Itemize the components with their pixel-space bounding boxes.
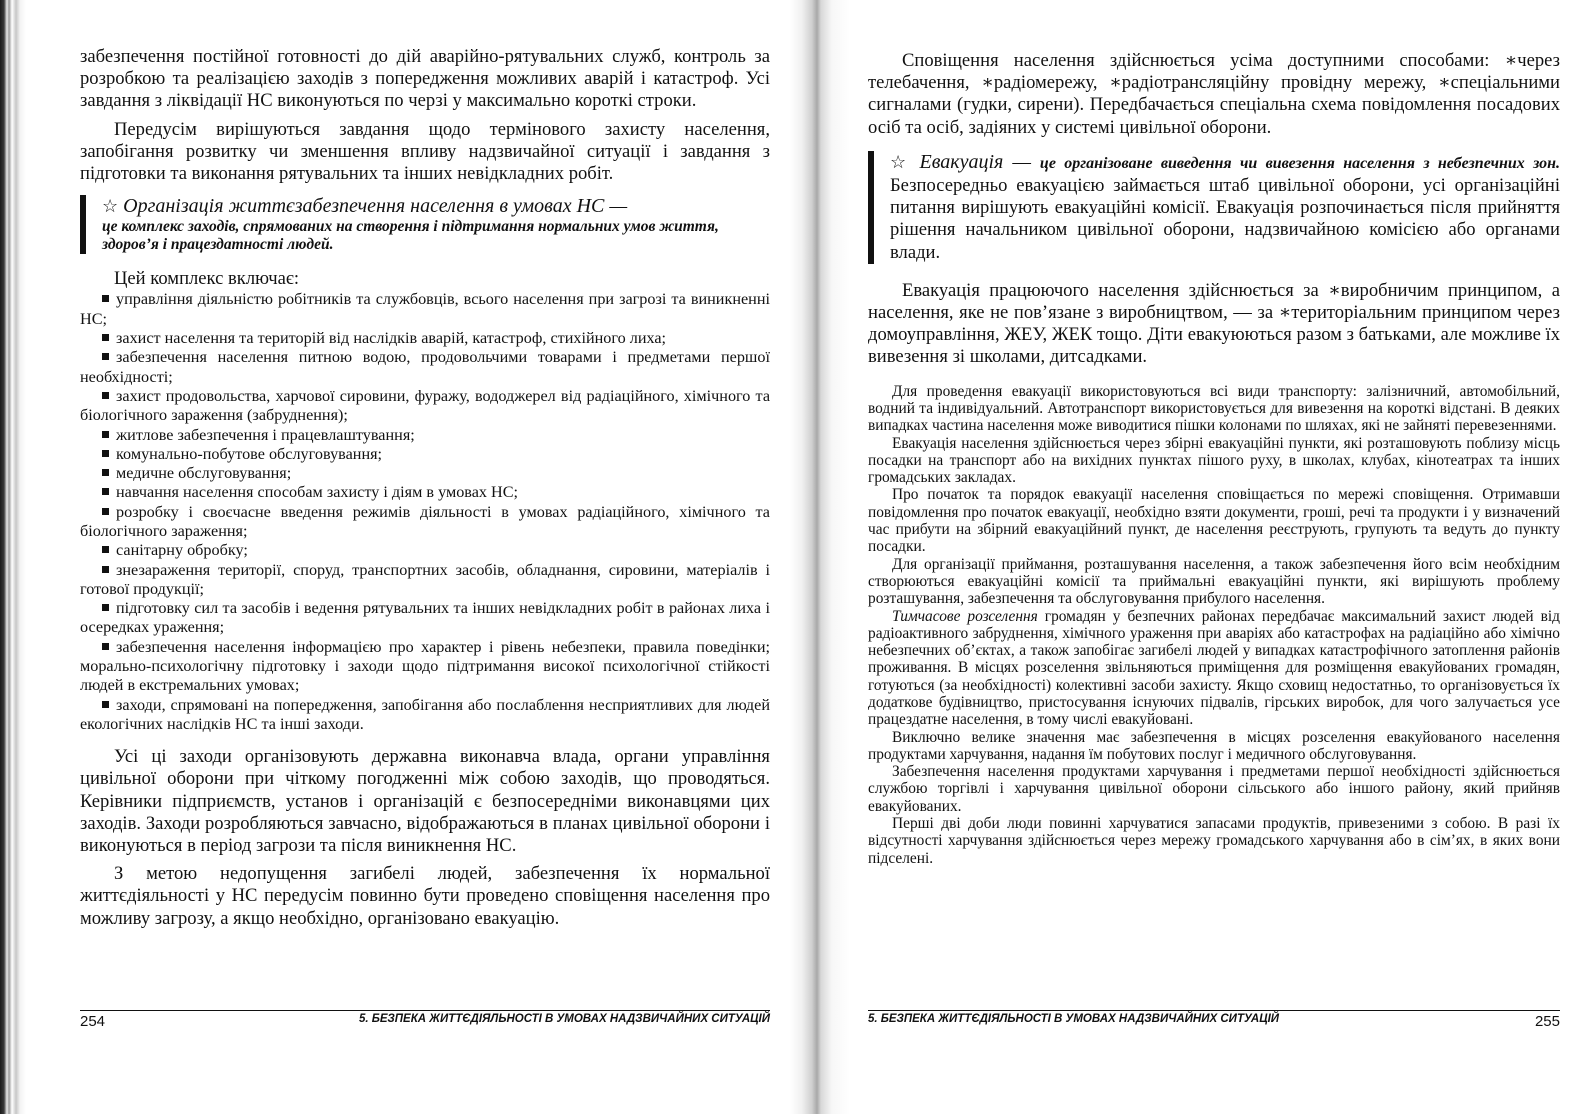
right-page <box>868 0 1560 1114</box>
definition-title: Евакуація <box>919 150 1004 173</box>
list-item: захист продовольства, харчової сировини, фуражу, вододжерел від радіаційного, хімічного та біологічного зараження (забруднення); <box>80 386 770 425</box>
bullet-list <box>80 290 770 734</box>
list-item: санітарну обробку; <box>80 541 770 560</box>
list-item: навчання населення способам захисту і діям в умовах НС; <box>80 483 770 502</box>
page-footer <box>868 1010 1560 1114</box>
bullet-square-icon <box>102 450 109 457</box>
paragraph: Перші дві доби люди повинні харчуватися запасами продуктів, привезеними з собою. В разі їх відсутності харчування здійснюється через мережу громадського харчування або в сім’ях, в яких вони підселені. <box>868 815 1560 867</box>
definition-box <box>80 195 770 254</box>
list-item: знезараження території, споруд, транспортних засобів, обладнання, сировини, матеріалів і готової продукції; <box>80 560 770 598</box>
paragraph: Для проведення евакуації використовуються всі види транспорту: залізничний, автомобільний, водний та індивідуальний. Автотранспорт використовується для вивезення на короткі відстані. В деяких випадках частина населення може виводитися пішки колонами по шляхах, які не зайняті перевезеннями. <box>868 382 1560 435</box>
paragraph: Для організації приймання, розташування населення, а також забезпечення його всім необхідним створюються евакуаційні комісії та приймальні евакуаційні пункти, які вирішують проблему розташування, забезпечення та обслуговування прибулого населення. <box>868 555 1560 608</box>
bullet-square-icon <box>102 295 109 302</box>
list-item: забезпечення населення інформацією про характер і рівень небезпеки, правила поведінки; морально-психологічну підготовку і заходи щодо підтримання високої психологічної стійкості людей в екстремальних умовах; <box>80 637 770 695</box>
list-item: заходи, спрямовані на попередження, запобігання або послаблення несприятливих для людей екологічних наслідків НС та інші заходи. <box>80 695 770 733</box>
paragraph: Евакуація населення здійснюється через збірні евакуаційні пункти, які розташовують поблизу місць посадки на транспорт або на вихідних пунктах пішого руху, в школах, клубах, кінотеатрах та інших громадських закладах. <box>868 434 1560 487</box>
list-item: забезпечення населення питною водою, продовольчими товарами і предметами першої необхідності; <box>80 348 770 386</box>
list-item: підготовку сил та засобів і ведення рятувальних та інших невідкладних робіт в районах лиха і осередках ураження; <box>80 599 770 637</box>
definition-text: ☆ Евакуація — це організоване виведення чи вивезення населення з небезпечних зон. Безпосередньо евакуацією займається штаб цивільної оборони, усі організаційні питання вирішують евакуаційні комісії. Евакуація розпочинається після прийняття рішення начальником цивільної оборони, надзвичайною комісією або органами влади. <box>890 150 1561 263</box>
paragraph: Про початок та порядок евакуації населення сповіщається по мережі сповіщення. Отримавши повідомлення про початок евакуації, необхідно взяти документи, гроші, речі та продукти і у визначений час прибути на збірний евакуаційний пункт, де населення реєструють, групують та ведуть до пункту посадки. <box>868 486 1560 556</box>
bullet-square-icon <box>102 508 109 515</box>
paragraph: забезпечення постійної готовності до дій аварійно-рятувальних служб, контроль за розробкою та реалізацією заходів з попередження можливих аварій і катастроф. Усі завдання з ліквідації НС виконуються по черзі у максимально короткі строки. <box>80 46 770 112</box>
paragraph: Усі ці заходи організовують державна виконавча влада, органи управління цивільної оборони при чіткому погодженні між собою заходів, що проводяться. Керівники підприємств, установ і організацій є безпосередніми виконавцями цих заходів. Заходи розробляються завчасно, відображаються в планах цивільної оборони і виконуються в період загрози та після виникнення НС. <box>80 746 770 857</box>
bullet-square-icon <box>102 566 109 573</box>
paragraph: Евакуація працюючого населення здійснюється за ∗виробничим принципом, а населення, яке не пов’язане з виробництвом, — за ∗територіальним принципом через домоуправління, ЖЕУ, ЖЕК тощо. Діти евакуюються разом з батьками, але можливе їх вивезення зі школами, дитсадками. <box>868 279 1560 368</box>
list-intro: Цей комплекс включає: <box>114 268 300 290</box>
paragraph: З метою недопущення загибелі людей, забезпечення їх нормальної життєдіяльності у НС передусім повинно бути проведено сповіщення населення про можливу загрозу, а якщо необхідно, організовано евакуацію. <box>80 863 770 929</box>
list-item: розробку і своєчасне введення режимів діяльності в умовах радіаційного, хімічного та біологічного зараження; <box>80 502 770 540</box>
definition-box <box>868 151 1560 264</box>
bullet-square-icon <box>102 469 109 476</box>
paragraph: Тимчасове розселення громадян у безпечних районах передбачає максимальний захист людей від радіоактивного забруднення, хімічного ураження при аваріях або катастрофах на радіаційно або хімічно небезпечних об’єктах, а також запобігає загибелі людей у випадках катастрофічного затоплення районів проживання. В місцях розселення звільняються приміщення для розміщення евакуйованих громадян, готуються (за необхідності) колективні засоби захисту. Якщо сховищ недостатньо, то організовується їх додаткове будівництво, пристосування існуючих підвалів, гірських виробок, для чого залучається усе працездатне населення, в тому числі евакуйовані. <box>868 607 1560 729</box>
left-page <box>80 0 770 1114</box>
bullet-square-icon <box>102 392 109 399</box>
paragraph: Передусім вирішуються завдання щодо термінового захисту населення, запобігання розвитку чи зменшення впливу надзвичайної ситуації і завдання з підготовки та виконання рятувальних та інших невідкладних робіт. <box>80 118 770 185</box>
paragraph: Виключно велике значення має забезпечення в місцях розселення евакуйованого населення продуктами харчування, надання їм побутових послуг і медичного обслуговування. <box>868 728 1560 763</box>
star-icon: ☆ <box>102 196 119 217</box>
page-number: 255 <box>1534 1013 1560 1030</box>
bullet-square-icon <box>102 353 109 360</box>
bullet-square-icon <box>102 334 109 341</box>
definition-title: ☆ Організація життєзабезпечення населення в умовах НС — <box>102 195 628 218</box>
page-number: 254 <box>80 1013 106 1030</box>
page-footer <box>80 1010 770 1114</box>
list-item: управління діяльністю робітників та службовців, всього населення при загрозі та виникненні НС; <box>80 290 770 328</box>
running-head: 5. БЕЗПЕКА ЖИТТЄДІЯЛЬНОСТІ В УМОВАХ НАДЗВИЧАЙНИХ СИТУАЦІЙ <box>868 1013 1280 1025</box>
list-item: комунально-побутове обслуговування; <box>80 445 770 464</box>
list-item: житлове забезпечення і працевлаштування; <box>80 426 770 445</box>
paragraph: Забезпечення населення продуктами харчування і предметами першої необхідності здійснюється службою торгівлі і харчування цивільної оборони сільського або іншого району, який прийняв евакуйованих. <box>868 763 1560 815</box>
bullet-square-icon <box>102 604 109 611</box>
bullet-square-icon <box>102 431 109 438</box>
bullet-square-icon <box>102 701 109 708</box>
book-gutter <box>790 0 850 1114</box>
definition-text: це комплекс заходів, спрямованих на створення і підтримання нормальних умов життя, здоров’я і працездатності людей. <box>102 218 719 254</box>
bullet-square-icon <box>102 643 109 650</box>
running-head: 5. БЕЗПЕКА ЖИТТЄДІЯЛЬНОСТІ В УМОВАХ НАДЗВИЧАЙНИХ СИТУАЦІЙ <box>358 1013 770 1025</box>
bullet-square-icon <box>102 546 109 553</box>
list-item: захист населення та територій від наслідків аварій, катастроф, стихійного лиха; <box>80 329 770 348</box>
list-item: медичне обслуговування; <box>80 464 770 483</box>
paragraph: Сповіщення населення здійснюється усіма доступними способами: ∗через телебачення, ∗радіомережу, ∗радіотрансляційну провідну мережу, ∗спеціальними сигналами (гудки, сирени). Передбачається спеціальна схема повідомлення посадових осіб та осіб, задіяних у системі цивільної оборони. <box>868 50 1560 138</box>
book-spine-shadow <box>0 0 26 1114</box>
star-icon: ☆ <box>890 151 911 172</box>
bullet-square-icon <box>102 488 109 495</box>
